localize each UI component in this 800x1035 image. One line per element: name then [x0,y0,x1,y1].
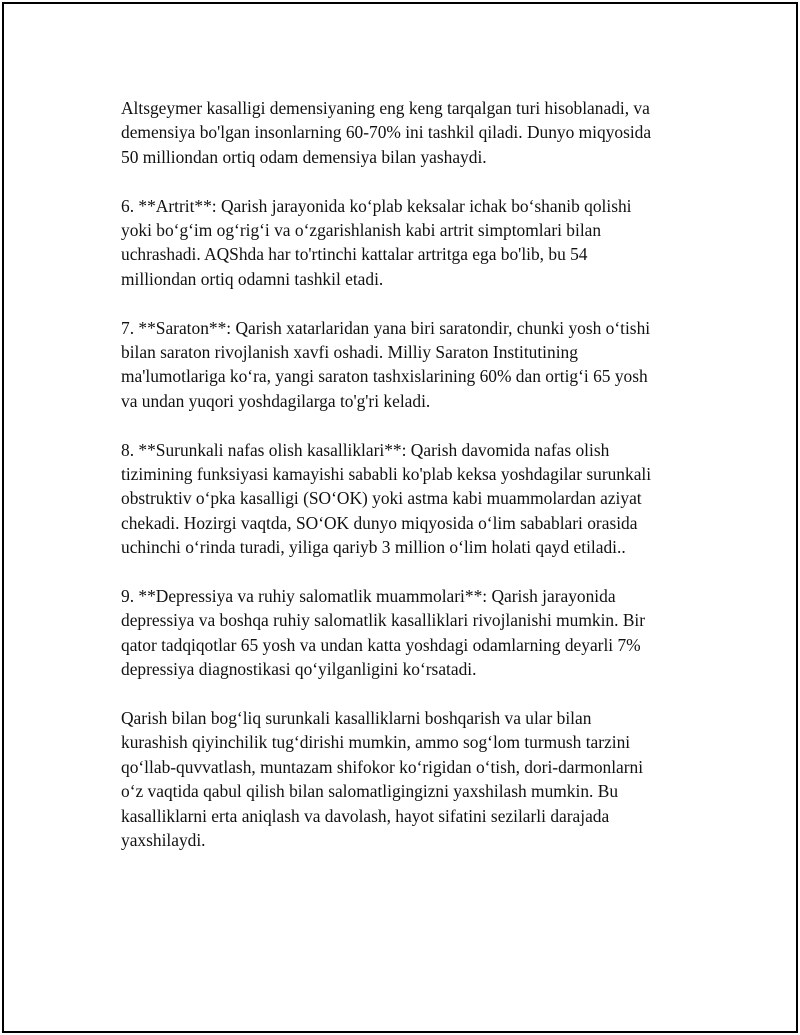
paragraph-conclusion: Qarish bilan bog‘liq surunkali kasalliklarni boshqarish va ular bilan kurashish qiyinchilik tug‘dirishi mumkin, ammo sog‘lom turmush tarzini qo‘llab-quvvatlash, muntazam shifokor ko‘rigidan o‘tish, dori-darmonlarni o‘z vaqtida qabul qilish bilan salomatligingizni yaxshilash mumkin. Bu kasalliklarni erta aniqlash va davolash, hayot sifatini sezilarli darajada yaxshilaydi. [121,708,644,851]
document-body [121,96,691,877]
paragraph-depression: 9. **Depressiya va ruhiy salomatlik muammolari**: Qarish jarayonida depressiya va boshqa ruhiy salomatlik kasalliklari rivojlanishi mumkin. Bir qator tadqiqotlar 65 yosh va undan katta yoshdagi odamlarning deyarli 7% depressiya diagnostikasi qo‘yilganligini ko‘rsatadi. [121,586,646,680]
paragraph-alzheimer: Altsgeymer kasalligi demensiyaning eng keng tarqalgan turi hisoblanadi, va demensiya bo'lgan insonlarning 60-70% ini tashkil qiladi. Dunyo miqyosida 50 milliondan ortiq odam demensiya bilan yashaydi. [121,98,652,167]
page-frame [2,2,798,1033]
paragraph-arthritis: 6. **Artrit**: Qarish jarayonida ko‘plab keksalar ichak bo‘shanib qolishi yoki bo‘g‘im og‘rig‘i va o‘zgarishlanish kabi artrit simptomlari bilan uchrashadi. AQShda har to'rtinchi kattalar artritga ega bo'lib, bu 54 milliondan ortiq odamni tashkil etadi. [121,195,632,289]
paragraph-respiratory: 8. **Surunkali nafas olish kasalliklari**: Qarish davomida nafas olish tizimining funksiyasi kamayishi sababli ko'plab keksa yoshdagilar surunkali obstruktiv o‘pka kasalligi (SO‘OK) yoki astma kabi muammolardan aziyat chekadi. Hozirgi vaqtda, SO‘OK dunyo miqyosida o‘lim sabablari orasida uchinchi o‘rinda turadi, yiliga qariyb 3 million o‘lim holati qayd etiladi.. [121,439,652,558]
paragraph-cancer: 7. **Saraton**: Qarish xatarlaridan yana biri saratondir, chunki yosh o‘tishi bilan saraton rivojlanish xavfi oshadi. Milliy Saraton Institutining ma'lumotlariga ko‘ra, yangi saraton tashxislarining 60% dan ortig‘i 65 yosh va undan yuqori yoshdagilarga to'g'ri keladi. [121,317,651,411]
